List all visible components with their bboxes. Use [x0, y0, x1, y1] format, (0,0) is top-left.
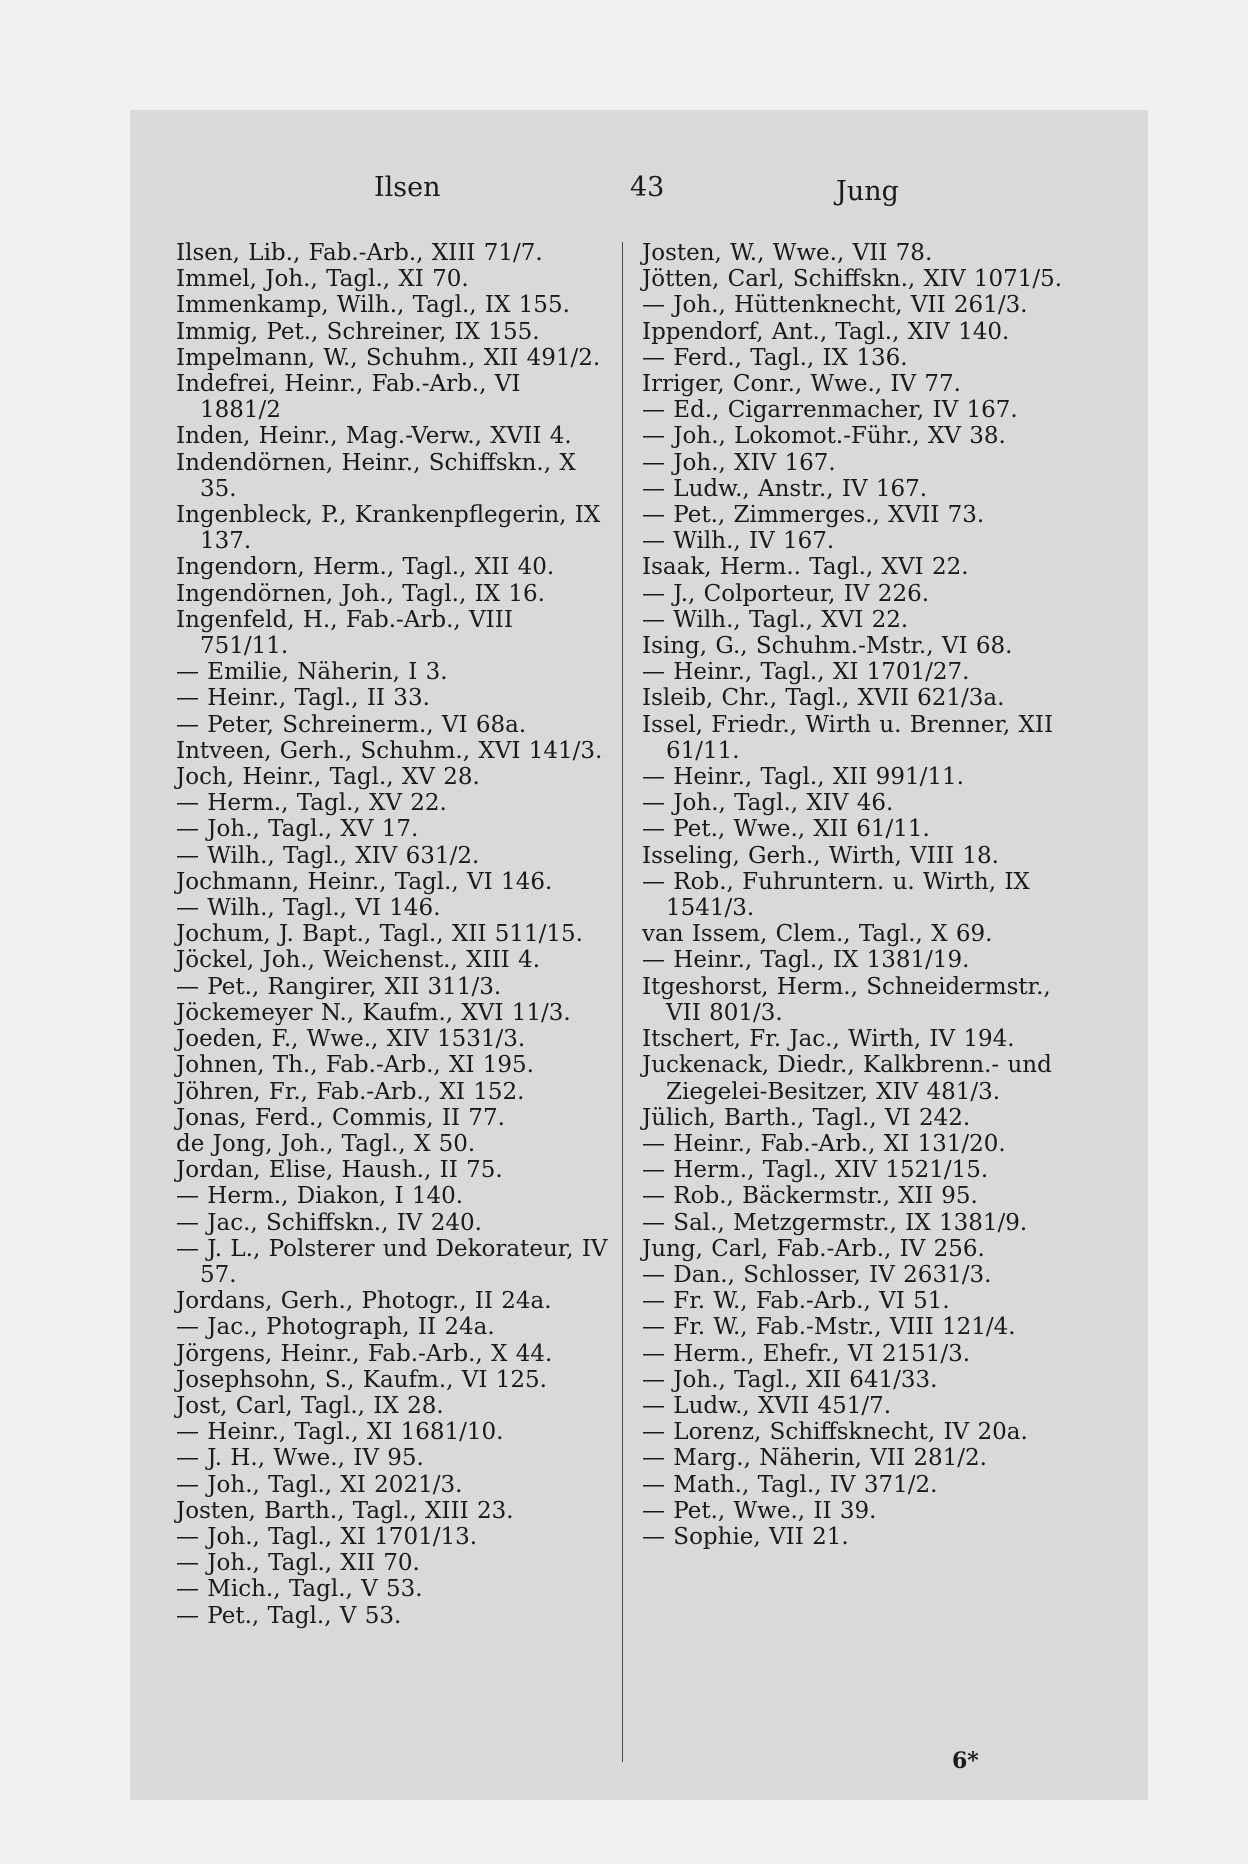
directory-entry: Josephsohn, S., Kaufm., VI 125.: [176, 1366, 547, 1393]
header-left-keyword: Ilsen: [374, 172, 441, 203]
directory-entry: — Wilh., Tagl., XVI 22.: [642, 606, 909, 633]
directory-entry: Immig, Pet., Schreiner, IX 155.: [176, 318, 540, 345]
directory-entry: — Ludw., Anstr., IV 167.: [642, 475, 928, 502]
directory-entry: Joeden, F., Wwe., XIV 1531/3.: [176, 1026, 526, 1053]
directory-entry: de Jong, Joh., Tagl., X 50.: [176, 1130, 476, 1157]
directory-entry: — Jac., Photograph, II 24a.: [176, 1314, 495, 1341]
directory-entry: Ising, G., Schuhm.-Mstr., VI 68.: [642, 633, 1013, 660]
directory-entry: Ingenfeld, H., Fab.-Arb., VIII 751/11.: [176, 606, 513, 660]
directory-entry: Jötten, Carl, Schiffskn., XIV 1071/5.: [642, 266, 1063, 293]
directory-entry: — Heinr., Tagl., XI 1701/27.: [642, 659, 970, 686]
directory-entry: Ingendörnen, Joh., Tagl., IX 16.: [176, 580, 545, 607]
directory-entry: Ingendorn, Herm., Tagl., XII 40.: [176, 554, 555, 581]
directory-entry: — Joh., Tagl., XII 641/33.: [642, 1366, 938, 1393]
column-divider: [622, 242, 623, 1762]
directory-entry: — Dan., Schlosser, IV 2631/3.: [642, 1261, 992, 1288]
directory-entry: Jöckel, Joh., Weichenst., XIII 4.: [176, 947, 541, 974]
directory-entry: — Joh., Tagl., XIV 46.: [642, 790, 894, 817]
directory-entry: — Pet., Wwe., XII 61/11.: [642, 816, 930, 843]
directory-entry: — Joh., Hüttenknecht, VII 261/3.: [642, 292, 1028, 319]
directory-entry: — Emilie, Näherin, I 3.: [176, 659, 448, 686]
directory-entry: Jordans, Gerh., Photogr., II 24a.: [176, 1288, 552, 1315]
directory-entry: — Joh., Tagl., XV 17.: [176, 816, 419, 843]
directory-entry: Jülich, Barth., Tagl., VI 242.: [642, 1104, 971, 1131]
directory-entry: — Ludw., XVII 451/7.: [642, 1392, 892, 1419]
directory-entry: Jordan, Elise, Haush., II 75.: [176, 1157, 503, 1184]
directory-entry: — Pet., Zimmerges., XVII 73.: [642, 502, 985, 529]
directory-entry: Josten, Barth., Tagl., XIII 23.: [176, 1497, 514, 1524]
directory-entry: Jung, Carl, Fab.-Arb., IV 256.: [642, 1235, 985, 1262]
directory-entry: Jochmann, Heinr., Tagl., VI 146.: [176, 868, 553, 895]
directory-entry: — Rob., Bäckermstr., XII 95.: [642, 1183, 978, 1210]
directory-entry: Johnen, Th., Fab.-Arb., XI 195.: [176, 1052, 534, 1079]
directory-entry: — J. H., Wwe., IV 95.: [176, 1445, 424, 1472]
directory-entry: — Heinr., Fab.-Arb., XI 131/20.: [642, 1130, 1006, 1157]
directory-entry: Jonas, Ferd., Commis, II 77.: [176, 1104, 505, 1131]
directory-entry: van Issem, Clem., Tagl., X 69.: [642, 921, 993, 948]
directory-entry: — Herm., Ehefr., VI 2151/3.: [642, 1340, 971, 1367]
page-number: 43: [630, 172, 665, 203]
signature-mark: 6*: [952, 1748, 979, 1774]
directory-entry: Immel, Joh., Tagl., XI 70.: [176, 266, 469, 293]
directory-entry: — Joh., Tagl., XI 2021/3.: [176, 1471, 463, 1498]
directory-entry: Jöckemeyer N., Kaufm., XVI 11/3.: [176, 999, 571, 1026]
directory-entry: — Herm., Tagl., XV 22.: [176, 790, 447, 817]
directory-entry: Juckenack, Diedr., Kalkbrenn.- und Ziegelei-Besitzer, XIV 481/3.: [642, 1052, 1052, 1105]
directory-entry: — Herm., Diakon, I 140.: [176, 1183, 464, 1210]
directory-entry: Jöhren, Fr., Fab.-Arb., XI 152.: [176, 1078, 525, 1105]
directory-entry: — Ed., Cigarrenmacher, IV 167.: [642, 397, 1018, 424]
directory-entry: Ippendorf, Ant., Tagl., XIV 140.: [642, 318, 1010, 345]
directory-entry: — Lorenz, Schiffsknecht, IV 20a.: [642, 1419, 1028, 1446]
directory-entry: Issel, Friedr., Wirth u. Brenner, XII 61/11.: [642, 711, 1054, 764]
directory-entry: — Mich., Tagl., V 53.: [176, 1576, 423, 1603]
directory-entry: — Fr. W., Fab.-Arb., VI 51.: [642, 1288, 950, 1315]
directory-entry: — J., Colporteur, IV 226.: [642, 580, 930, 607]
directory-entry: — Rob., Fuhruntern. u. Wirth, IX 1541/3.: [642, 868, 1030, 922]
right-column: [642, 240, 1074, 1550]
directory-entry: Isaak, Herm.. Tagl., XVI 22.: [642, 554, 969, 581]
directory-entry: — Wilh., IV 167.: [642, 528, 835, 555]
directory-entry: Itschert, Fr. Jac., Wirth, IV 194.: [642, 1026, 1015, 1053]
directory-entry: Itgeshorst, Herm., Schneidermstr., VII 801/3.: [642, 973, 1051, 1026]
page-scan: [130, 110, 1148, 1800]
directory-entry: Intveen, Gerh., Schuhm., XVI 141/3.: [176, 737, 603, 764]
directory-entry: — Herm., Tagl., XIV 1521/15.: [642, 1157, 989, 1184]
directory-entry: — Marg., Näherin, VII 281/2.: [642, 1445, 987, 1472]
directory-entry: — Jac., Schiffskn., IV 240.: [176, 1209, 482, 1236]
directory-entry: Isseling, Gerh., Wirth, VIII 18.: [642, 842, 999, 869]
directory-entry: — Joh., Tagl., XII 70.: [176, 1550, 420, 1577]
directory-entry: Immenkamp, Wilh., Tagl., IX 155.: [176, 292, 570, 319]
directory-entry: Jost, Carl, Tagl., IX 28.: [176, 1392, 444, 1419]
directory-entry: — Peter, Schreinerm., VI 68a.: [176, 711, 527, 738]
directory-entry: Inden, Heinr., Mag.-Verw., XVII 4.: [176, 423, 572, 450]
directory-entry: — Joh., Tagl., XI 1701/13.: [176, 1523, 478, 1550]
directory-entry: — Heinr., Tagl., XI 1681/10.: [176, 1419, 504, 1446]
directory-entry: — Pet., Wwe., II 39.: [642, 1497, 877, 1524]
directory-entry: Ilsen, Lib., Fab.-Arb., XIII 71/7.: [176, 240, 543, 266]
directory-entry: — Heinr., Tagl., IX 1381/19.: [642, 947, 970, 974]
directory-entry: — Joh., Lokomot.-Führ., XV 38.: [642, 423, 1006, 450]
directory-entry: — Heinr., Tagl., II 33.: [176, 685, 430, 712]
directory-entry: — Pet., Rangirer, XII 311/3.: [176, 973, 502, 1000]
directory-entry: Indendörnen, Heinr., Schiffskn., X 35.: [176, 449, 576, 502]
directory-entry: — Sophie, VII 21.: [642, 1523, 849, 1550]
directory-entry: Joch, Heinr., Tagl., XV 28.: [176, 764, 480, 791]
directory-entry: — J. L., Polsterer und Dekorateur, IV 57.: [176, 1235, 608, 1288]
directory-entry: Indefrei, Heinr., Fab.-Arb., VI 1881/2: [176, 371, 521, 424]
directory-entry: Jörgens, Heinr., Fab.-Arb., X 44.: [176, 1340, 553, 1367]
directory-entry: Jochum, J. Bapt., Tagl., XII 511/15.: [176, 921, 583, 948]
directory-entry: — Math., Tagl., IV 371/2.: [642, 1471, 938, 1498]
directory-entry: — Pet., Tagl., V 53.: [176, 1602, 402, 1629]
directory-entry: Ingenbleck, P., Krankenpflegerin, IX 137.: [176, 502, 601, 555]
running-header: [130, 172, 1148, 212]
directory-entry: — Wilh., Tagl., XIV 631/2.: [176, 842, 480, 869]
directory-entry: — Sal., Metzgermstr., IX 1381/9.: [642, 1209, 1028, 1236]
directory-entry: — Fr. W., Fab.-Mstr., VIII 121/4.: [642, 1314, 1016, 1341]
header-right-keyword: Jung: [836, 176, 899, 207]
directory-entry: Josten, W., Wwe., VII 78.: [642, 240, 933, 266]
directory-entry: — Joh., XIV 167.: [642, 449, 836, 476]
left-column: [176, 240, 608, 1629]
directory-entry: Isleib, Chr., Tagl., XVII 621/3a.: [642, 685, 1005, 712]
directory-entry: Irriger, Conr., Wwe., IV 77.: [642, 371, 961, 398]
directory-entry: — Ferd., Tagl., IX 136.: [642, 344, 908, 371]
directory-entry: Impelmann, W., Schuhm., XII 491/2.: [176, 344, 601, 371]
directory-entry: — Wilh., Tagl., VI 146.: [176, 895, 441, 922]
directory-entry: — Heinr., Tagl., XII 991/11.: [642, 764, 964, 791]
